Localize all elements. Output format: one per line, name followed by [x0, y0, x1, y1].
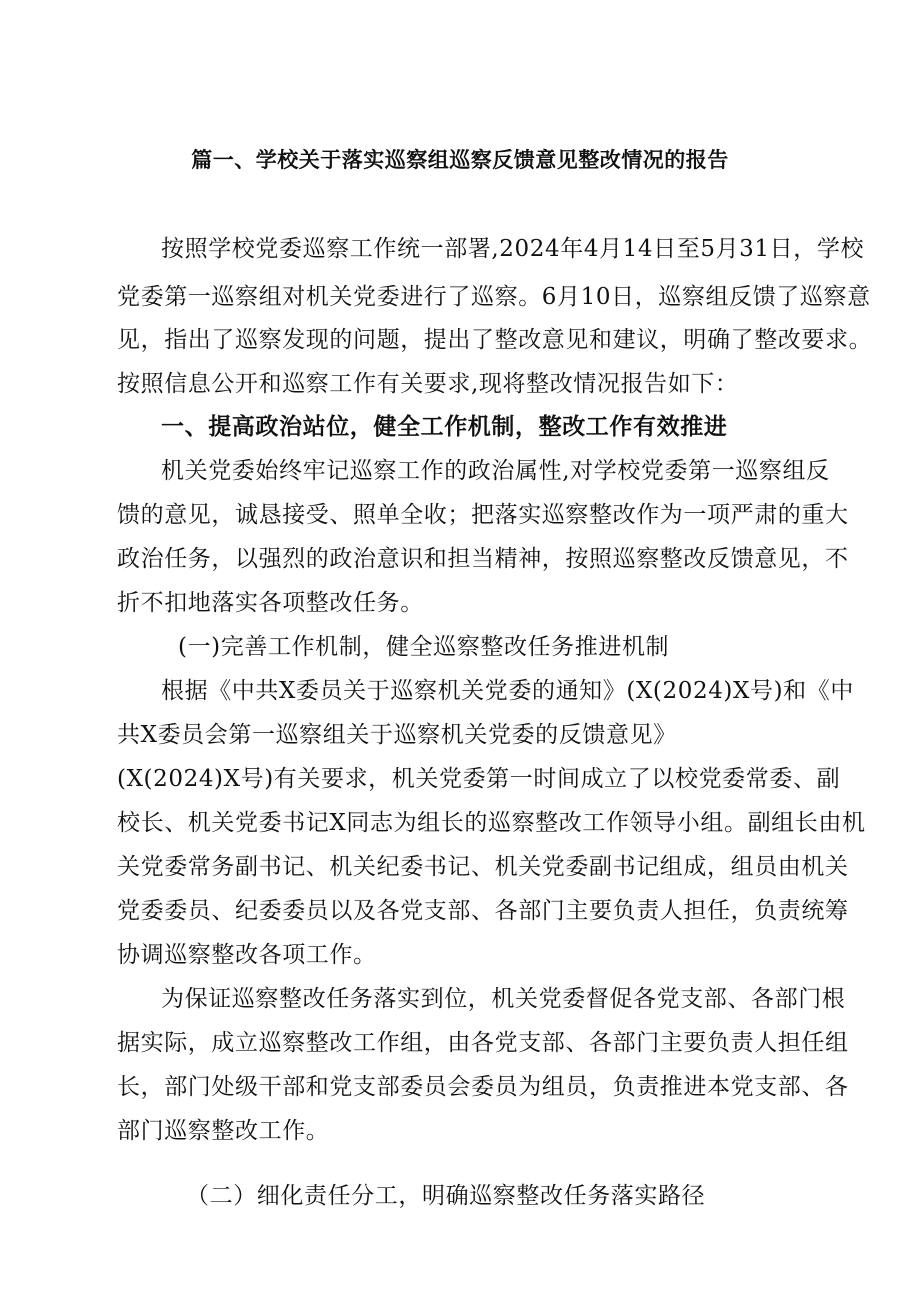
intro-line-1: 按照学校党委巡察工作统一部署,2024年4月14日至5月31日，学校	[161, 236, 865, 262]
document-title: 篇一、学校关于落实巡察组巡察反馈意见整改情况的报告	[191, 147, 729, 172]
subsection-2-heading: （二）细化责任分工，明确巡察整改任务落实路径	[186, 1183, 706, 1209]
subsection-1-p2-line-1: 为保证巡察整改任务落实到位，机关党委督促各党支部、各部门根	[161, 986, 846, 1012]
intro-line-3: 见，指出了巡察发现的问题，提出了整改意见和建议，明确了整改要求。	[117, 327, 873, 353]
subsection-1-p1-line-5: 关党委常务副书记、机关纪委书记、机关党委副书记组成，组员由机关	[117, 854, 849, 880]
subsection-1-p1-line-7: 协调巡察整改各项工作。	[117, 942, 377, 968]
subsection-1-p1-line-1: 根据《中共X委员关于巡察机关党委的通知》(X(2024)X号)和《中	[161, 678, 854, 704]
section-1-line-4: 折不扣地落实各项整改任务。	[117, 590, 424, 616]
section-1-line-3: 政治任务，以强烈的政治意识和担当精神，按照巡察整改反馈意见，不	[117, 546, 849, 572]
subsection-1-p1-line-3: (X(2024)X号)有关要求，机关党委第一时间成立了以校党委常委、副	[117, 766, 841, 792]
section-1-line-1: 机关党委始终牢记巡察工作的政治属性,对学校党委第一巡察组反	[161, 458, 830, 484]
subsection-1-p2-line-2: 据实际，成立巡察整改工作组，由各党支部、各部门主要负责人担任组	[117, 1030, 849, 1056]
subsection-1-p2-line-4: 部门巡察整改工作。	[117, 1118, 330, 1144]
subsection-1-p1-line-2: 共X委员会第一巡察组关于巡察机关党委的反馈意见》	[117, 722, 677, 748]
subsection-1-heading: (一)完善工作机制，健全巡察整改任务推进机制	[178, 634, 670, 660]
intro-line-2: 党委第一巡察组对机关党委进行了巡察。6月10日，巡察组反馈了巡察意	[117, 284, 871, 310]
section-1-line-2: 馈的意见，诚恳接受、照单全收；把落实巡察整改作为一项严肃的重大	[117, 502, 849, 528]
section-1-heading: 一、提高政治站位，健全工作机制，整改工作有效推进	[161, 413, 728, 440]
intro-line-4: 按照信息公开和巡察工作有关要求,现将整改情况报告如下：	[117, 371, 739, 397]
subsection-1-p2-line-3: 长，部门处级干部和党支部委员会委员为组员，负责推进本党支部、各	[117, 1074, 849, 1100]
subsection-1-p1-line-6: 党委委员、纪委委员以及各党支部、各部门主要负责人担任，负责统筹	[117, 898, 849, 924]
subsection-1-p1-line-4: 校长、机关党委书记X同志为组长的巡察整改工作领导小组。副组长由机	[117, 810, 866, 836]
